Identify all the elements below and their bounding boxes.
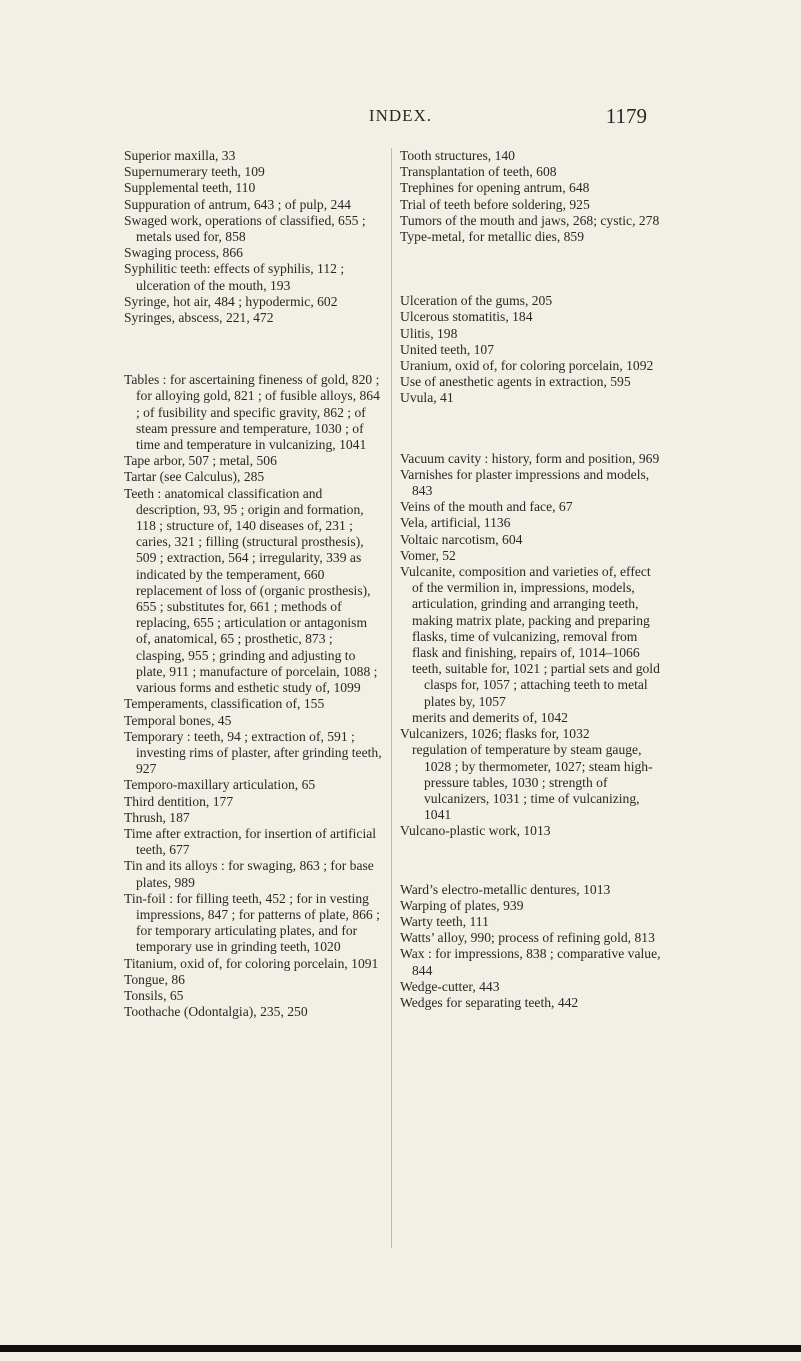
index-entry: Tape arbor, 507 ; metal, 506 <box>124 453 277 469</box>
index-entry: Use of anesthetic agents in extraction, 595 <box>400 374 631 390</box>
index-entry: Toothache (Odontalgia), 235, 250 <box>124 1004 308 1020</box>
index-entry: Wedges for separating teeth, 442 <box>400 994 579 1010</box>
index-entry: Supernumerary teeth, 109 <box>124 164 265 180</box>
index-entry: Vomer, 52 <box>400 547 456 563</box>
index-entry: Uranium, oxid of, for coloring porcelain, 1092 <box>400 358 654 374</box>
index-entry: Vela, artificial, 1136 <box>400 515 511 531</box>
index-entry: Wedge-cutter, 443 <box>400 978 500 994</box>
index-entry: Varnishes for plaster impressions and models, 843 <box>400 466 650 499</box>
index-entry: Temporary : teeth, 94 ; extraction of, 591 ; investing rims of plaster, after grinding teeth, 927 <box>124 728 382 777</box>
index-entry: Titanium, oxid of, for coloring porcelain, 1091 <box>124 955 379 971</box>
index-entry: Tin-foil : for filling teeth, 452 ; for in vesting impressions, 847 ; for patterns of plate, 866 ; for temporary articulating plates, and for temporary use in grinding teeth, 1020 <box>124 890 380 955</box>
index-entry: Ulceration of the gums, 205 <box>400 293 553 309</box>
index-entry: Tartar (see Calculus), 285 <box>124 469 265 485</box>
index-entry: Veins of the mouth and face, 67 <box>400 499 573 515</box>
page-number: 1179 <box>605 104 647 128</box>
index-entry: Thrush, 187 <box>124 809 190 825</box>
index-entry: Syringe, hot air, 484 ; hypodermic, 602 <box>124 293 338 309</box>
index-entry: Ward’s electro-metallic dentures, 1013 <box>400 881 611 897</box>
index-entry: Swaged work, operations of classified, 655 ; metals used for, 858 <box>124 212 366 245</box>
index-entry: Superior maxilla, 33 <box>124 148 236 163</box>
index-entry: Tumors of the mouth and jaws, 268; cystic, 278 <box>400 212 660 228</box>
index-entry: Temperaments, classification of, 155 <box>124 696 325 712</box>
index-section-u <box>400 293 664 406</box>
index-entry: Temporo-maxillary articulation, 65 <box>124 777 316 793</box>
index-entry: Watts’ alloy, 990; process of refining gold, 813 <box>400 930 655 946</box>
index-entry: Tonsils, 65 <box>124 987 184 1003</box>
index-entry: Third dentition, 177 <box>124 793 234 809</box>
index-entry: Syringes, abscess, 221, 472 <box>124 310 274 326</box>
index-entry: regulation of temperature by steam gauge, 1028 ; by thermometer, 1027; steam high-pressure tables, 1030 ; strength of vulcanizers, 1031 ; time of vulcanizing, 1041 <box>412 742 653 823</box>
index-entry: teeth, suitable for, 1021 ; partial sets and gold clasps for, 1057 ; attaching teeth to metal plates by, 1057 <box>412 661 660 709</box>
index-entry: Uvula, 41 <box>400 390 454 406</box>
index-entry: Vulcano-plastic work, 1013 <box>400 823 551 839</box>
index-entry: Time after extraction, for insertion of artificial teeth, 677 <box>124 825 377 858</box>
index-entry: Tooth structures, 140 <box>400 148 515 163</box>
index-entry: Trial of teeth before soldering, 925 <box>400 196 590 212</box>
index-entry: Tongue, 86 <box>124 971 185 987</box>
index-section-w <box>400 882 664 1012</box>
index-entry: merits and demerits of, 1042 <box>412 709 568 725</box>
index-entry: Tables : for ascertaining fineness of gold, 820 ; for alloying gold, 821 ; of fusible alloys, 864 ; of fusibility and specific gravity, 862 ; of steam pressure and temperature, 1030 ; of time and temperature in vulcanizing, 1041 <box>124 372 380 453</box>
left-column <box>124 148 382 1020</box>
index-entry: Voltaic narcotism, 604 <box>400 531 523 547</box>
index-entry: Temporal bones, 45 <box>124 712 232 728</box>
index-entry: Vulcanite, composition and varieties of, effect of the vermilion in, impressions, models, articulation, grinding and arranging teeth, making matrix plate, packing and preparing flasks, time of vulcanizing, removal from flask and finishing, repairs of, 1014–1066 <box>400 564 651 661</box>
index-entry: Trephines for opening antrum, 648 <box>400 180 590 196</box>
index-entry: Vulcanizers, 1026; flasks for, 1032 <box>400 726 590 742</box>
index-entry: Transplantation of teeth, 608 <box>400 164 557 180</box>
index-section-t-continued <box>400 148 664 245</box>
index-entry: Wax : for impressions, 838 ; comparative value, 844 <box>400 946 661 978</box>
page-title: INDEX. <box>368 106 433 125</box>
running-head <box>0 106 801 128</box>
index-entry: Syphilitic teeth: effects of syphilis, 112 ; ulceration of the mouth, 193 <box>124 261 345 293</box>
index-entry: Supplemental teeth, 110 <box>124 180 256 196</box>
index-entry: United teeth, 107 <box>400 341 495 357</box>
index-entry: Ulcerous stomatitis, 184 <box>400 309 533 325</box>
index-entry: Warty teeth, 111 <box>400 913 489 929</box>
right-column <box>400 148 664 1011</box>
index-entry: Vacuum cavity : history, form and position, 969 <box>400 450 660 466</box>
index-entry: Teeth : anatomical classification and description, 93, 95 ; origin and formation, 118 ; structure of, 140 diseases of, 231 ; caries, 321 ; filling (structural prosthesis), 509 ; extraction, 564 ; irregularity, 339 as indicated by the temperament, 660 replacement of loss of (organic prosthesis), 655 ; substitutes for, 661 ; methods of replacing, 655 ; articulation or antagonism of, anatomical, 65 ; prosthetic, 873 ; clasping, 955 ; grinding and adjusting to plate, 911 ; manufacture of porcelain, 1088 ; various forms and esthetic study of, 1099 <box>124 485 378 696</box>
index-entry: Warping of plates, 939 <box>400 897 524 913</box>
index-section-s <box>124 148 382 326</box>
index-entry: Type-metal, for metallic dies, 859 <box>400 229 585 245</box>
index-section-t <box>124 372 382 1020</box>
index-section-v <box>400 451 664 840</box>
index-entry: Tin and its alloys : for swaging, 863 ; for base plates, 989 <box>124 858 374 890</box>
bottom-rule <box>0 1345 801 1352</box>
index-entry: Swaging process, 866 <box>124 245 243 261</box>
column-divider <box>391 148 392 1248</box>
index-entry: Suppuration of antrum, 643 ; of pulp, 244 <box>124 196 351 212</box>
index-entry: Ulitis, 198 <box>400 325 458 341</box>
